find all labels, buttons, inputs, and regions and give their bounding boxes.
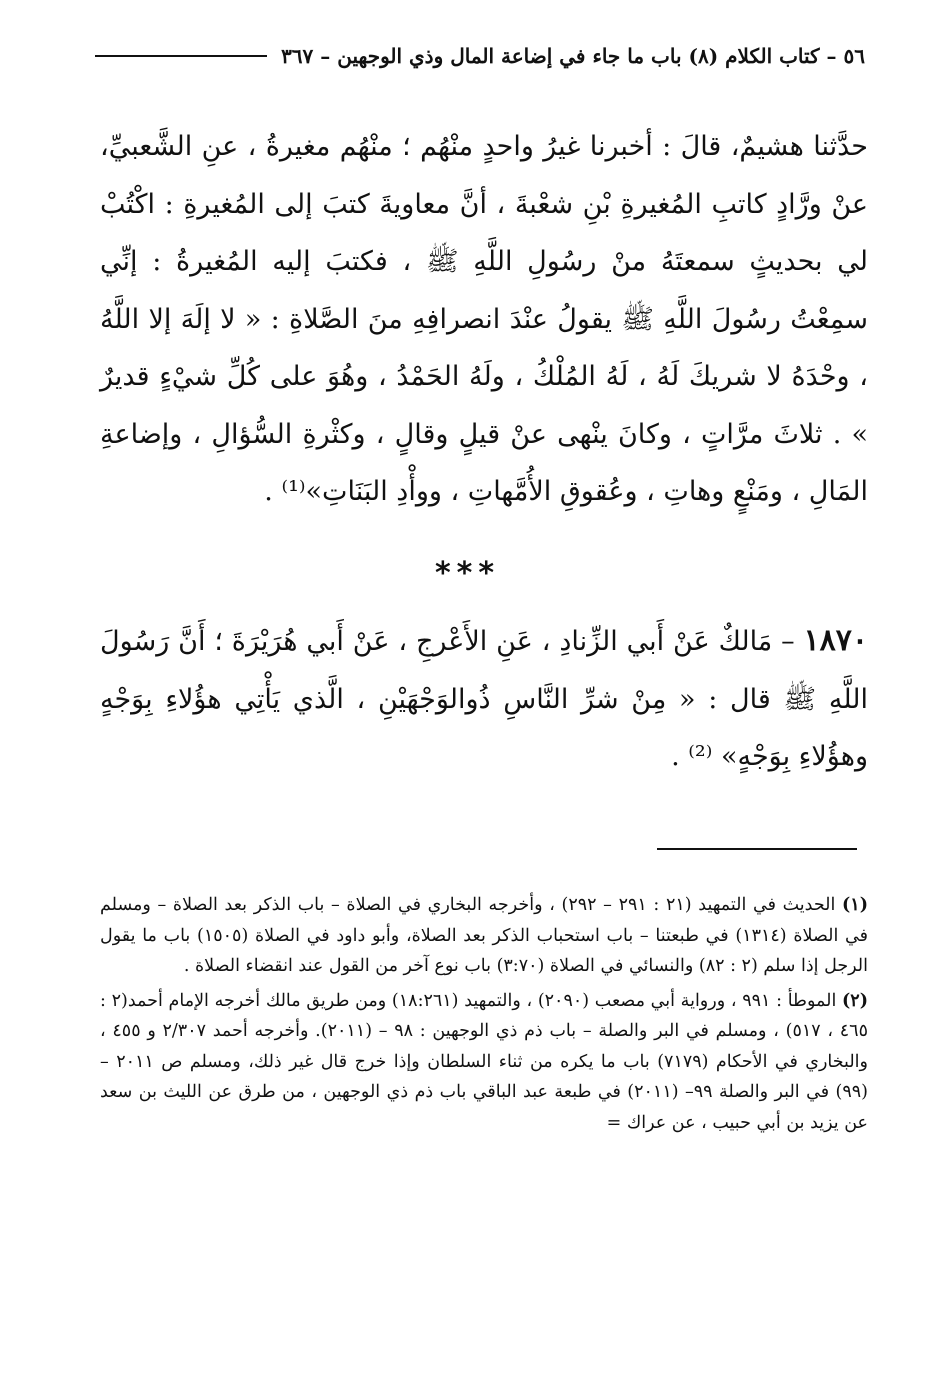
footnote-marker: (١) (842, 895, 868, 915)
hadith-paragraph: حدَّثنا هشيمٌ، قالَ : أخبرنا غيرُ واحدٍ منْهُم ؛ منْهُم مغيرةُ ، عنِ الشَّعبيِّ، عنْ ورَّادٍ كاتبِ المُغيرةِ بْنِ شعْبةَ ، أنَّ معاويةَ كتبَ إلى المُغيرةِ : اكْتُبْ لي بحديثٍ سمعتَهُ منْ رسُولِ اللَّهِ ﷺ ، فكتبَ إليه المُغيرةُ : إنِّي سمِعْتُ رسُولَ اللَّهِ ﷺ يقولُ عنْدَ انصرافِهِ منَ الصَّلاةِ : « لا إلَهَ إلا اللَّهُ ، وحْدَهُ لا شريكَ لَهُ ، لَهُ المُلْكُ ، ولَهُ الحَمْدُ ، وهُوَ على كُلِّ شيْءٍ قديرٌ » . ثلاثَ مرَّاتٍ ، وكانَ ينْهى عنْ قيلٍ وقالٍ ، وكثْرةِ السُّؤالِ ، وإضاعةِ المَالِ ، ومَنْعٍ وهاتِ ، وعُقوقِ الأُمَّهاتِ ، ووأْدِ البَنَاتِ»⁽¹⁾ . (100, 131, 868, 507)
footnotes (100, 890, 868, 1142)
footnote-text: الحديث في التمهيد (٢١ : ٢٩١ – ٢٩٢) ، وأخرجه البخاري في الصلاة – باب الذكر بعد الصلاة – ومسلم في الصلاة (١٣١٤) في طبعتنا – باب استحباب الذكر بعد الصلاة، وأبو داود في الصلاة (١٥٠٥) باب ما يقول الرجل إذا سلم (٢ : ٨٢) والنسائي في الصلاة (٣:٧٠) باب نوع آخر من القول عند انقضاء الصلاة . (100, 895, 868, 976)
header-rule (95, 55, 267, 57)
hadith-paragraph-2 (100, 612, 868, 786)
header-title: ٥٦ – كتاب الكلام (٨) باب ما جاء في إضاعة المال وذي الوجهين – ٣٦٧ (281, 44, 865, 68)
footnote-rule (657, 848, 857, 850)
footnote-2 (100, 986, 868, 1139)
main-text (100, 118, 868, 521)
footnote-text: الموطأ : ٩٩١ ، ورواية أبي مصعب (٢٠٩٠) ، والتمهيد (١٨:٢٦١) ومن طريق مالك أخرجه الإمام أحمد(٢ : ٤٦٥ ، ٥١٧) ، ومسلم في البر والصلة – باب ذم ذي الوجهين : ٩٨ – (٢٠١١). وأخرجه أحمد ٢/٣٠٧ و ٤٥٥ ، والبخاري في الأحكام (٧١٧٩) باب ما يكره من ثناء السلطان وإذا خرج قال غير ذلك، ومسلم ص ٢٠١١ – (٩٩) في البر والصلة ٩٩– (٢٠١١) في طبعة عبد الباقي باب ذم ذي الوجهين ، من طرق عن الليث بن سعد عن يزيد بن أبي حبيب ، عن عراك = (100, 990, 868, 1133)
section-separator: *** (434, 556, 501, 591)
running-header (95, 36, 865, 76)
footnote-marker: (٢) (842, 990, 868, 1011)
hadith-number: ١٨٧٠ (803, 623, 868, 658)
footnote-1 (100, 890, 868, 982)
hadith-1870 (100, 612, 868, 786)
hadith-text: – مَالكٌ عَنْ أَبي الزِّنادِ ، عَنِ الأَعْرجِ ، عَنْ أَبي هُرَيْرَةَ ؛ أَنَّ رَسُولَ اللَّهِ ﷺ قال : « مِنْ شرِّ النَّاسِ ذُوالوَجْهَيْنِ ، الَّذي يَأْتِي هؤُلاءِ بِوَجْهٍ وهؤُلاءِ بِوَجْهٍ» ⁽²⁾ . (100, 626, 868, 772)
